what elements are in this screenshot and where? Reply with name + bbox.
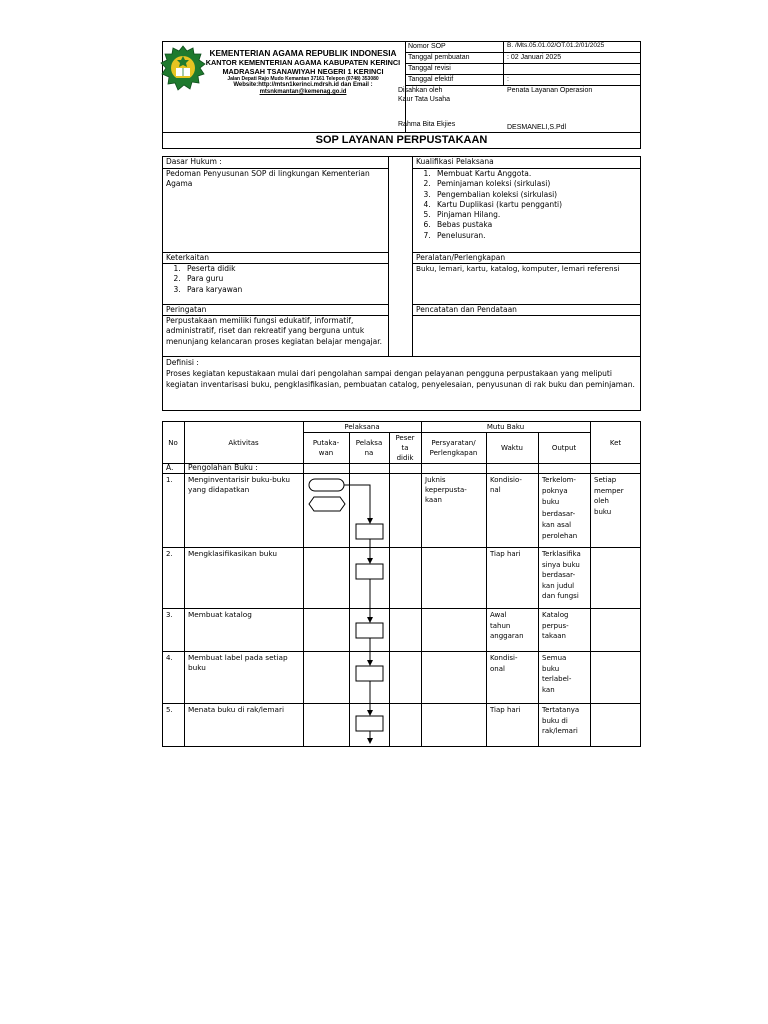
keterkaitan-title: Keterkaitan [166,253,209,262]
table-row-2-output: Terklasifika sinya buku berdasar- kan judul dan fungsi [542,550,581,601]
address-text: Jalan Depati Rajo Mudo Kemantan 37161 Telepon (0748) 353080 [227,76,379,82]
document-title: SOP LAYANAN PERPUSTAKAAN [315,134,488,146]
table-row-1-ket: Setiap memper oleh buku [594,476,624,516]
list-item: 4. Kartu Duplikasi (kartu pengganti) [433,200,638,210]
table-row-5-aktivitas: Menata buku di rak/lemari [188,705,284,714]
definisi-title: Definisi : [166,358,199,367]
list-item: 2. Peminjaman koleksi (sirkulasi) [433,179,638,189]
col-header-peserta-didik: Peser ta didik [395,434,415,462]
meta-value-tanggal-pembuatan: : 02 Januari 2025 [507,54,562,61]
list-item: 1. Peserta didik [183,264,384,274]
flow-process-5 [356,716,383,731]
col-header-waktu: Waktu [501,444,523,452]
table-row-5-waktu: Tiap hari [490,706,521,714]
table-row-1-aktivitas: Menginventarisir buku-buku yang didapatkan [188,475,291,494]
table-row-3-output: Katalog perpus- takaan [542,611,569,641]
flow-process-4 [356,666,383,681]
list-item: 5. Pinjaman Hilang. [433,210,638,220]
table-row-1-no: 1. [166,476,173,484]
peralatan-title: Peralatan/Perlengkapan [416,253,506,262]
table-row-5-no: 5. [166,706,173,714]
meta-label-tanggal-efektif: Tanggal efektif [408,76,454,83]
list-item: 6. Bebas pustaka [433,220,638,230]
table-row-4-output: Semua buku terlabel- kan [542,654,572,694]
list-item: 3. Para karyawan [183,285,384,295]
col-header-output: Output [551,444,577,452]
website-text: Website:http://mtsn1kerinci.mdrsh.id dan Email : [233,82,373,88]
pencatatan-title: Pencatatan dan Pendataan [416,305,517,314]
meta-label-tanggal-pembuatan: Tanggal pembuatan [408,54,470,61]
kualifikasi-list [416,169,638,241]
org-name-block [205,49,401,77]
flow-start-terminator [309,479,344,491]
kualifikasi-title: Kualifikasi Pelaksana [416,157,494,166]
section-label: Pengolahan Buku : [188,463,258,472]
col-header-no: No [168,439,178,447]
org-line-1: KEMENTERIAN AGAMA REPUBLIK INDONESIA [209,48,397,58]
approval-right-title: Penata Layanan Operasion [507,87,593,94]
flowchart [300,474,395,748]
section-number: A. [166,463,174,472]
table-row-4-aktivitas: Membuat label pada setiap buku [188,653,288,672]
table-row-2-waktu: Tiap hari [490,550,521,558]
address-block [205,76,401,96]
kemenag-logo [160,45,206,93]
meta-value-nomor: B. /Mts.05.01.02/OT.01.2/01/2025 [507,42,605,49]
meta-label-nomor: Nomor SOP [408,43,446,50]
table-row-4-no: 4. [166,654,173,662]
table-row-4-waktu: Kondisi- onal [490,654,518,673]
list-item: 3. Pengembalian koleksi (sirkulasi) [433,190,638,200]
table-row-3-no: 3. [166,611,173,619]
flow-process-1 [356,524,383,539]
table-row-2-no: 2. [166,550,173,558]
col-header-persyaratan: Persyaratan/ Perlengkapan [429,439,478,457]
table-row-1-output: Terkelom- poknya buku berdasar- kan asal perolehan [542,476,578,541]
peringatan-text: Perpustakaan memiliki fungsi edukatif, informatif, administratif, riset dan rekreatif yang berguna untuk menunjang kelancaran proses kegiatan belajar mengajar. [166,316,382,346]
keterkaitan-list [166,264,384,295]
table-row-1-persyaratan: Juknis keperpusta- kaan [425,476,467,504]
flow-process-2 [356,564,383,579]
table-row-3-waktu: Awal tahun anggaran [490,611,524,641]
flow-preparation-shape [309,497,345,511]
col-header-pelaksana: Pelaksa na [355,439,383,457]
approval-role: Kaur Tata Usaha [398,96,451,103]
meta-value-tanggal-efektif: : [507,76,509,83]
col-header-putakawan: Putaka- wan [312,439,340,457]
table-row-5-output: Tertatanya buku di rak/lemari [542,706,580,736]
table-row-1-waktu: Kondisio- nal [490,476,522,494]
approval-label: Disahkan oleh [398,87,443,94]
email-link[interactable]: mtsnkmantan@kemenag.go.id [259,89,347,95]
peralatan-text: Buku, lemari, kartu, katalog, komputer, lemari referensi [416,264,620,273]
approval-right-name: DESMANELI,S.Pdl [507,124,567,131]
approval-name: Rahma Bita Ekjies [398,121,456,128]
table-row-3-aktivitas: Membuat katalog [188,610,252,619]
col-header-aktivitas: Aktivitas [228,439,259,447]
definisi-text: Proses kegiatan kepustakaan mulai dari pengolahan sampai dengan pelayanan pengguna perpustakaan yang meliputi kegiatan inventarisasi buku, pengklasifikasian, pembuatan catalog, penyelesaian, penyusunan di rak buku dan peminjaman. [166,369,635,389]
dasar-hukum-title: Dasar Hukum : [166,157,222,166]
meta-label-tanggal-revisi: Tanggal revisi [408,65,451,72]
list-item: 1. Membuat Kartu Anggota. [433,169,638,179]
peringatan-title: Peringatan [166,305,207,314]
org-line-3: MADRASAH TSANAWIYAH NEGERI 1 KERINCI [222,67,384,77]
col-header-ket: Ket [609,439,622,447]
dasar-hukum-text: Pedoman Penyusunan SOP di lingkungan Kementerian Agama [166,169,370,189]
col-header-mutu-baku: Mutu Baku [486,423,525,431]
table-row-2-aktivitas: Mengklasifikasikan buku [188,549,277,558]
list-item: 7. Penelusuran. [433,231,638,241]
list-item: 2. Para guru [183,274,384,284]
col-header-pelaksana-group: Pelaksana [344,423,380,431]
flow-process-3 [356,623,383,638]
org-line-2: KANTOR KEMENTERIAN AGAMA KABUPATEN KERINCI [205,58,401,68]
